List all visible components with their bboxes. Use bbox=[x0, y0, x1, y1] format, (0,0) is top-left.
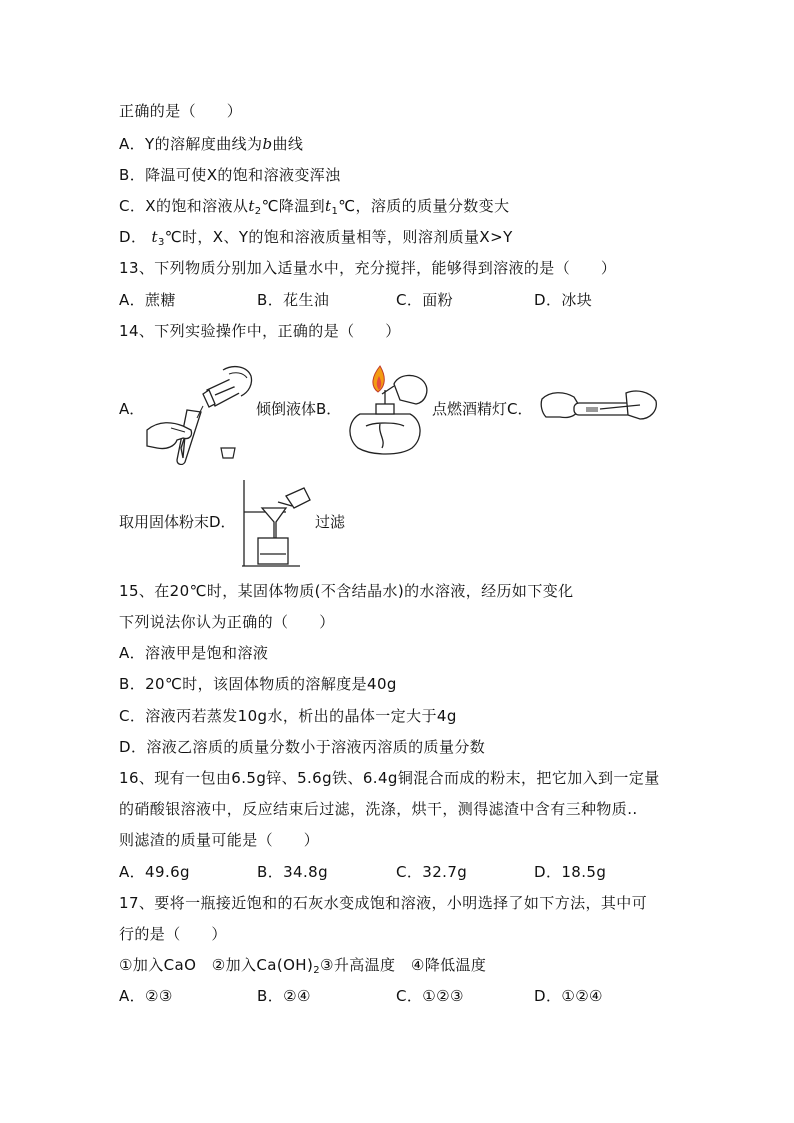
q13-stem: 13、下列物质分别加入适量水中，充分搅拌，能够得到溶液的是（ ） bbox=[119, 259, 617, 277]
q17-stem-1: 17、要将一瓶接近饱和的石灰水变成饱和溶液，小明选择了如下方法，其中可 bbox=[119, 894, 648, 912]
q12-option-c: C．X的饱和溶液从$t_2℃$降温到$t_1℃$，溶质的质量分数变大 bbox=[119, 197, 510, 217]
q16-option-b: B．34.8g bbox=[257, 863, 329, 881]
q14-label-powder: 取用固体粉末D． bbox=[119, 513, 236, 531]
q12-option-a: A．Y的溶解度曲线为b曲线 bbox=[119, 135, 304, 153]
pour-liquid-illustration bbox=[145, 360, 255, 465]
q15-stem-2: 下列说法你认为正确的（ ） bbox=[119, 613, 335, 631]
q12-option-d: D． $t_3℃$时，X、Y的饱和溶液质量相等，则溶剂质量X>Y bbox=[119, 228, 513, 248]
alcohol-lamp-illustration bbox=[342, 364, 432, 459]
solid-powder-illustration bbox=[540, 385, 658, 435]
q13-option-d: D．冰块 bbox=[534, 291, 593, 309]
q15-option-c: C．溶液丙若蒸发10g水，析出的晶体一定大于4g bbox=[119, 707, 457, 725]
q16-option-c: C．32.7g bbox=[396, 863, 468, 881]
q17-methods: ①加入CaO ②加入$Ca(OH)_2③$升高温度 ④降低温度 bbox=[119, 956, 487, 976]
q17-option-d: D．①②④ bbox=[534, 987, 603, 1005]
q17-option-a: A．②③ bbox=[119, 987, 173, 1005]
q14-label-a: A． bbox=[119, 400, 145, 418]
filtration-illustration bbox=[240, 478, 312, 570]
q15-option-b: B．20℃时，该固体物质的溶解度是40g bbox=[119, 675, 397, 693]
q12-stem-tail: 正确的是（ ） bbox=[119, 102, 243, 120]
q16-stem-3: 则滤渣的质量可能是（ ） bbox=[119, 831, 320, 849]
q15-option-d: D．溶液乙溶质的质量分数小于溶液丙溶质的质量分数 bbox=[119, 738, 486, 756]
q16-option-a: A．49.6g bbox=[119, 863, 190, 881]
q16-stem-2: 的硝酸银溶液中，反应结束后过滤，洗涤，烘干，测得滤渣中含有三种物质.. bbox=[119, 800, 638, 818]
q14-label-pour: 倾倒液体B． bbox=[256, 400, 342, 418]
q17-stem-2: 行的是（ ） bbox=[119, 925, 227, 943]
q17-option-c: C．①②③ bbox=[396, 987, 464, 1005]
q15-option-a: A．溶液甲是饱和溶液 bbox=[119, 644, 269, 662]
q14-stem: 14、下列实验操作中，正确的是（ ） bbox=[119, 322, 401, 340]
q13-option-c: C．面粉 bbox=[396, 291, 454, 309]
q14-label-lamp: 点燃酒精灯C． bbox=[432, 400, 533, 418]
q13-option-a: A．蔗糖 bbox=[119, 291, 176, 309]
q15-stem: 15、在20℃时，某固体物质(不含结晶水)的水溶液，经历如下变化 bbox=[119, 582, 574, 600]
q13-option-b: B．花生油 bbox=[257, 291, 330, 309]
q16-option-d: D．18.5g bbox=[534, 863, 607, 881]
q16-stem-1: 16、现有一包由6.5g锌、5.6g铁、6.4g铜混合而成的粉末，把它加入到一定量 bbox=[119, 769, 660, 787]
q14-label-filter: 过滤 bbox=[315, 513, 346, 531]
q12-option-b: B．降温可使X的饱和溶液变浑浊 bbox=[119, 166, 341, 184]
q17-option-b: B．②④ bbox=[257, 987, 311, 1005]
